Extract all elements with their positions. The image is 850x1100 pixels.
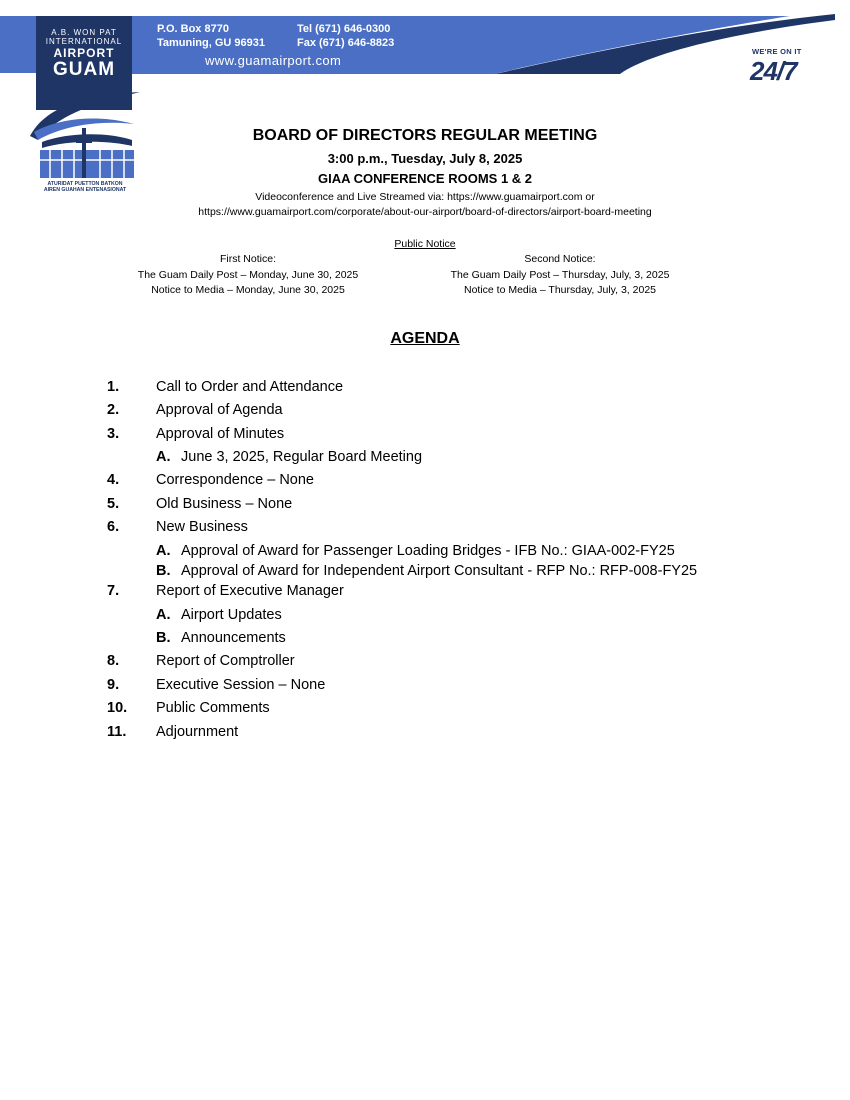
agenda-subitem-letter: A.: [156, 607, 171, 623]
agenda-item-text: Call to Order and Attendance: [156, 379, 344, 395]
agenda-item-text: New Business: [156, 519, 248, 535]
agenda-subitem-text: Airport Updates: [181, 607, 282, 623]
agenda-item-number: 11.: [107, 724, 127, 740]
agenda-subitem-text: June 3, 2025, Regular Board Meeting: [181, 449, 423, 465]
agenda-item-text: Report of Executive Manager: [156, 583, 344, 599]
agenda-item-number: 9.: [107, 677, 120, 693]
chamorro-line-2: AIREN GUAHAN ENTENASIONAT: [43, 187, 127, 193]
stream-line-1: Videoconference and Live Streamed via: https://www.guamairport.com or: [255, 191, 595, 203]
fax: Fax (671) 646-8823: [297, 37, 395, 49]
telephone: Tel (671) 646-0300: [297, 23, 391, 35]
meeting-title: BOARD OF DIRECTORS REGULAR MEETING: [252, 127, 598, 144]
agenda-item-text: Correspondence – None: [156, 472, 314, 488]
agenda-item-number: 4.: [107, 472, 120, 488]
agenda-item-number: 8.: [107, 653, 120, 669]
website-link[interactable]: www.guamairport.com: [205, 53, 342, 68]
first-notice-line-2: Notice to Media – Monday, June 30, 2025: [151, 284, 345, 296]
agenda-item-number: 7.: [107, 583, 120, 599]
agenda-item-number: 2.: [107, 402, 120, 418]
agenda-item-number: 5.: [107, 496, 120, 512]
chamorro-line-1: ATURIDAT PUETTON BATKON: [47, 181, 123, 187]
address-line-1: P.O. Box 8770: [157, 23, 229, 35]
agenda-item-text: Executive Session – None: [156, 677, 326, 693]
agenda-subitem-letter: A.: [156, 449, 171, 465]
meeting-datetime: 3:00 p.m., Tuesday, July 8, 2025: [327, 151, 523, 166]
address-line-2: Tamuning, GU 96931: [157, 37, 265, 49]
agenda-item-text: Report of Comptroller: [156, 653, 295, 669]
logo-line-1: A.B. WON PAT: [51, 28, 117, 37]
first-notice-line-1: The Guam Daily Post – Monday, June 30, 2025: [137, 268, 359, 281]
agenda-item-text: Adjournment: [156, 724, 239, 740]
agenda-subitem-letter: B.: [156, 630, 171, 646]
second-notice-line-1: The Guam Daily Post – Thursday, July, 3, 2025: [450, 268, 670, 281]
agenda-item-text: Public Comments: [156, 700, 270, 716]
agenda-subitem-letter: B.: [156, 563, 171, 579]
agenda-item-number: 10.: [107, 700, 128, 716]
agenda-subitem-text: Approval of Award for Independent Airport Consultant - RFP No.: RFP-008-FY25: [181, 563, 698, 579]
meeting-location: GIAA CONFERENCE ROOMS 1 & 2: [317, 171, 533, 186]
agenda-subitem-text: Announcements: [181, 630, 286, 646]
slogan-line-1: WE'RE ON IT: [752, 47, 802, 56]
agenda-title: AGENDA: [390, 330, 460, 347]
second-notice-label: Second Notice:: [524, 253, 596, 265]
logo-line-2: INTERNATIONAL: [45, 37, 123, 46]
public-notice-heading: Public Notice: [394, 238, 456, 250]
agenda-item-text: Old Business – None: [156, 496, 293, 512]
agenda-item-number: 6.: [107, 519, 120, 535]
agenda-subitem-letter: A.: [156, 543, 171, 559]
agenda-item-text: Approval of Agenda: [156, 402, 283, 418]
slogan-24-7: 24/7: [750, 56, 797, 86]
first-notice: [98, 252, 398, 299]
agenda-item-number: 3.: [107, 426, 120, 442]
logo-line-3: AIRPORT: [53, 46, 115, 60]
second-notice-line-2: Notice to Media – Thursday, July, 3, 2025: [463, 284, 657, 296]
second-notice: [410, 252, 710, 299]
agenda-item-text: Approval of Minutes: [156, 426, 285, 442]
first-notice-label: First Notice:: [219, 253, 276, 265]
agenda-subitem-text: Approval of Award for Passenger Loading Bridges - IFB No.: GIAA-002-FY25: [181, 543, 675, 559]
stream-line-2: https://www.guamairport.com/corporate/about-our-airport/board-of-directors/airport-board-meeting: [198, 206, 652, 218]
logo-line-4: GUAM: [52, 59, 116, 80]
agenda-item-number: 1.: [107, 379, 120, 395]
